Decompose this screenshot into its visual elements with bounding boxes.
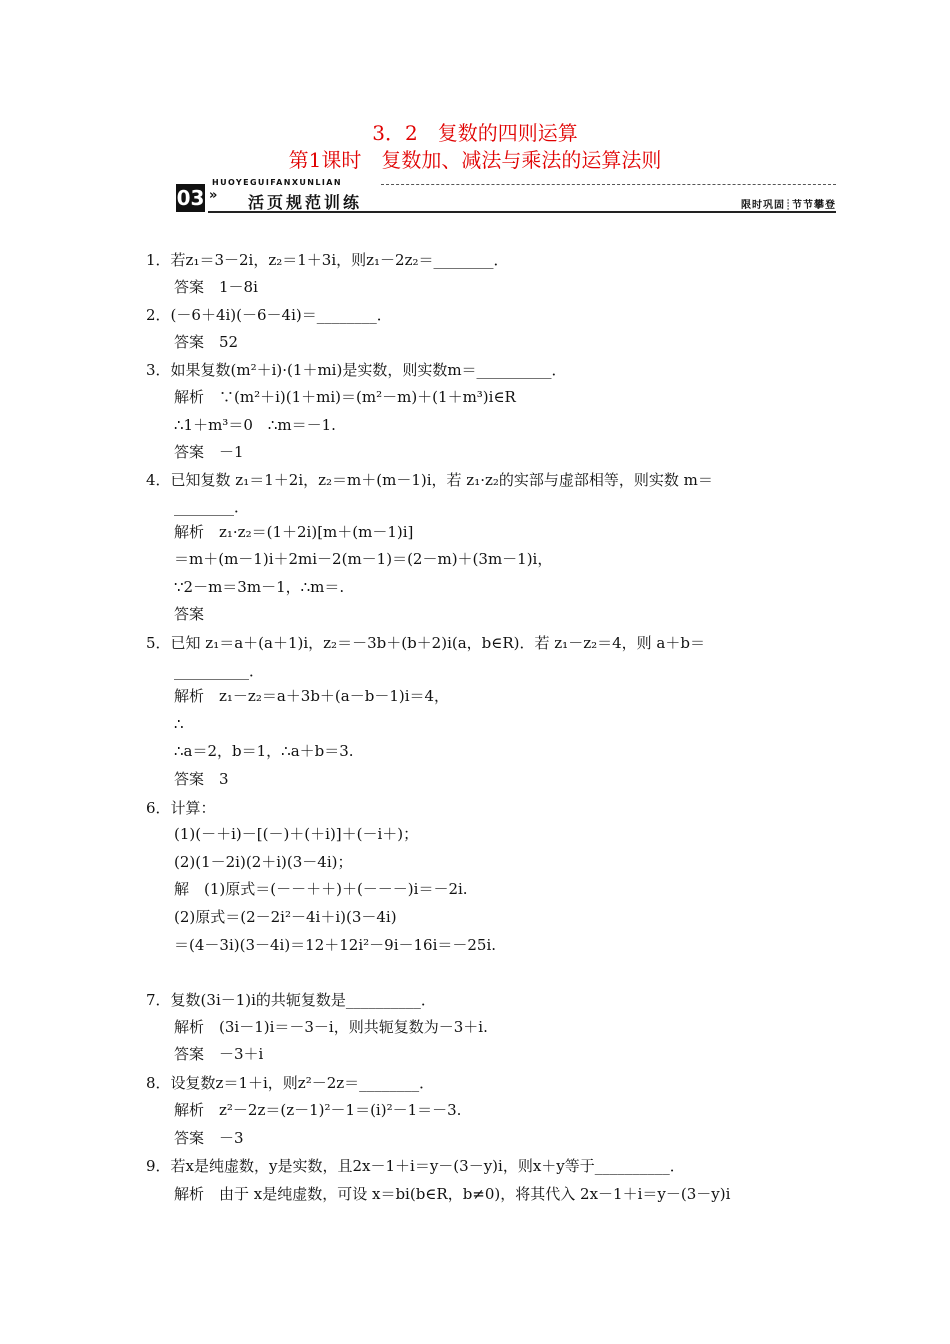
exercise-detail-line: 答案 [174,605,205,623]
lesson-title: 第1课时 复数加、减法与乘法的运算法则 [288,148,662,172]
exercise-detail-line: 解 (1)原式＝(－－＋＋)＋(－－－)i＝－2i. [174,880,468,898]
exercise-detail-line: ∴ [174,715,184,733]
exercise-detail-line: ∴1＋m³＝0 ∴m＝－1. [174,416,336,434]
section-title: 3．2 复数的四则运算 [372,121,578,145]
exercise-detail-line: (1)(－＋i)－[(－)＋(＋i)]＋(－i＋)； [174,825,419,843]
exercise-detail-line: 答案 1－8i [174,278,258,296]
banner-title: 活页规范训练 [248,193,363,212]
section-banner [176,178,836,216]
exercise-question-line: 3．如果复数(m²＋i)·(1＋mi)是实数，则实数m＝__________． [146,361,567,379]
exercise-detail-line: (2)(1－2i)(2＋i)(3－4i)； [174,853,353,871]
banner-rule [208,211,836,213]
exercise-detail-line: ∴a＝2，b＝1，∴a＋b＝3. [174,742,354,760]
exercise-question-line: 9．若x是纯虚数，y是实数，且2x－1＋i＝y－(3－y)i，则x＋y等于__________． [146,1157,685,1175]
exercise-detail-line: ＝(4－3i)(3－4i)＝12＋12i²－9i－16i＝－25i. [174,936,497,954]
exercise-detail-line: 答案 3 [174,770,229,788]
exercise-question-line: 1．若z₁＝3－2i，z₂＝1＋3i，则z₁－2z₂＝________． [146,251,509,269]
exercise-detail-line: 答案 52 [174,333,239,351]
banner-pinyin: HUOYEGUIFANXUNLIAN [212,178,342,187]
exercise-detail-line: ∵2－m＝3m－1，∴m＝. [174,578,345,596]
exercise-detail-line: 解析 z₁·z₂＝(1＋2i)[m＋(m－1)i] [174,523,414,541]
exercise-detail-line: 解析 ∵(m²＋i)(1＋mi)＝(m²－m)＋(1＋m³)i∈R [174,388,516,406]
section-number-badge: 03 [176,186,205,210]
exercise-detail-line: 解析 z₁－z₂＝a＋3b＋(a－b－1)i＝4， [174,687,450,705]
exercise-question-line: 7．复数(3i－1)i的共轭复数是__________． [146,991,436,1009]
exercise-detail-line: 答案 －3＋i [174,1045,264,1063]
exercise-question-line: 8．设复数z＝1＋i，则z²－2z＝________． [146,1074,435,1092]
exercise-detail-line: 答案 －1 [174,443,244,461]
exercise-question-line: 6．计算： [146,799,216,817]
exercise-question-line: 5．已知 z₁＝a＋(a＋1)i，z₂＝－3b＋(b＋2)i(a，b∈R)．若 z₁－z₂＝4，则 a＋b＝ [146,634,705,652]
exercise-detail-line: 答案 －3 [174,1129,244,1147]
exercise-detail-line: (2)原式＝(2－2i²－4i＋i)(3－4i) [174,908,397,926]
exercise-detail-line: ＝m＋(m－1)i＋2mi－2(m－1)＝(2－m)＋(3m－1)i， [174,550,553,568]
banner-dashed-rule [381,184,836,185]
exercise-detail-line: __________． [174,662,265,680]
exercise-question-line: 4．已知复数 z₁＝1＋2i，z₂＝m＋(m－1)i，若 z₁·z₂的实部与虚部相等，则实数 m＝ [146,471,713,489]
exercise-detail-line: 解析 (3i－1)i＝－3－i，则共轭复数为－3＋i. [174,1018,488,1036]
double-chevron-icon: » [209,188,218,203]
banner-tagline: 限时巩固┊节节攀登 [740,200,836,211]
exercise-detail-line: 解析 z²－2z＝(z－1)²－1＝(i)²－1＝－3. [174,1101,462,1119]
exercise-question-line: 2．(－6＋4i)(－6－4i)＝________． [146,306,392,324]
exercise-detail-line: 解析 由于 x是纯虚数，可设 x＝bi(b∈R，b≠0)，将其代入 2x－1＋i＝y－(3－y)i [174,1185,731,1203]
exercise-detail-line: ________． [174,498,250,516]
